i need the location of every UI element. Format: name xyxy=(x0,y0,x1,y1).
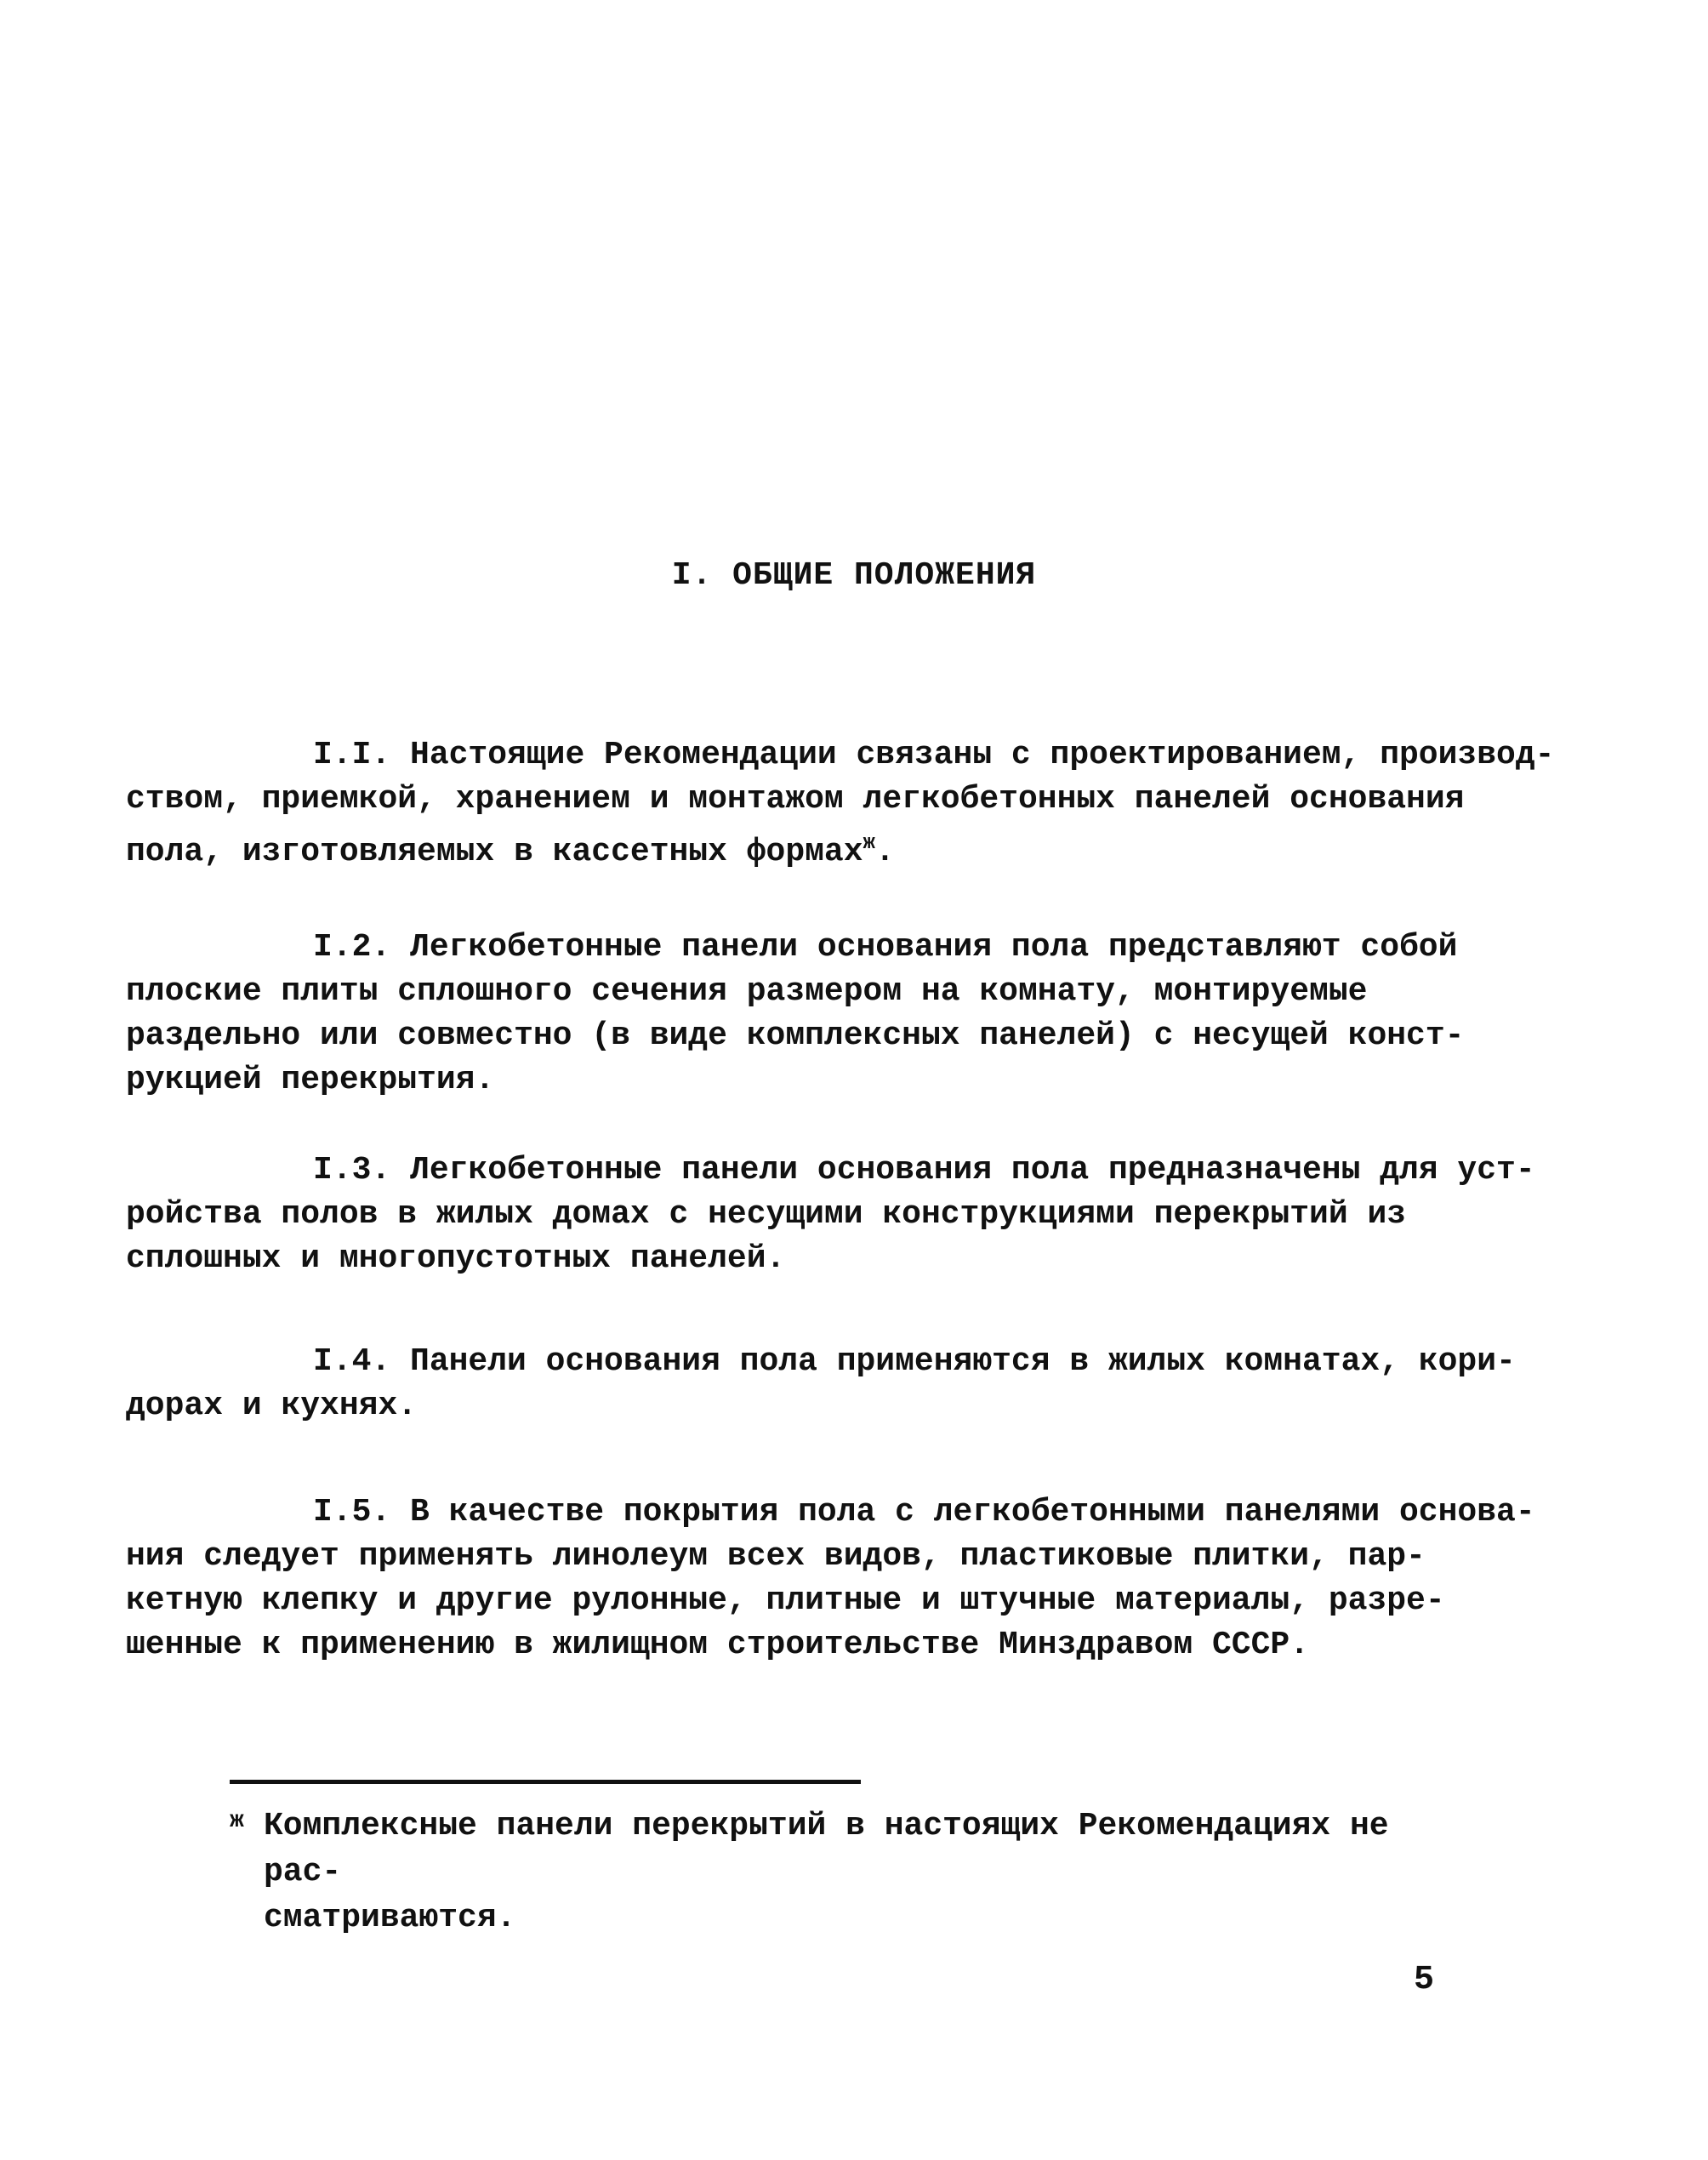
paragraph-line: I.3. Легкобетонные панели основания пола предназначены для уст- xyxy=(313,1152,1535,1188)
paragraph-line: ством, приемкой, хранением и монтажом легкобетонных панелей основания xyxy=(126,781,1465,818)
paragraph-line: раздельно или совместно (в виде комплексных панелей) с несущей конст- xyxy=(126,1017,1465,1054)
section-title: I. ОБЩИЕ ПОЛОЖЕНИЯ xyxy=(671,557,1037,594)
paragraph-1-3 xyxy=(126,1148,1535,1281)
paragraph-1-1 xyxy=(126,733,1555,875)
footnote-line: сматриваются. xyxy=(264,1900,516,1936)
paragraph-line: I.4. Панели основания пола применяются в жилых комнатах, кори- xyxy=(313,1343,1516,1380)
paragraph-1-2 xyxy=(126,926,1495,1103)
paragraph-line: шенные к применению в жилищном строительстве Минздравом СССР. xyxy=(126,1627,1310,1663)
paragraph-1-4 xyxy=(126,1340,1516,1428)
paragraph-line: сплошных и многопустотных панелей. xyxy=(126,1240,786,1277)
paragraph-line: ния следует применять линолеум всех видов, пластиковые плитки, пар- xyxy=(126,1538,1426,1575)
paragraph-line: I.5. В качестве покрытия пола с легкобетонными панелями основа- xyxy=(313,1494,1535,1530)
footnote-mark: ж xyxy=(230,1808,244,1834)
footnote-divider xyxy=(230,1780,861,1784)
footnote xyxy=(230,1804,1455,1941)
sentence-end: . xyxy=(874,834,895,870)
footnote-line: Комплексные панели перекрытий в настоящих Рекомендациях не рас- xyxy=(264,1808,1389,1890)
paragraph-1-5 xyxy=(126,1490,1535,1667)
paragraph-line-with-footnote xyxy=(126,822,1495,875)
paragraph-line: ройства полов в жилых домах с несущими конструкциями перекрытий из xyxy=(126,1196,1407,1233)
footnote-reference-mark: ж xyxy=(863,832,875,855)
paragraph-line: дорах и кухнях. xyxy=(126,1388,418,1424)
paragraph-line: I.2. Легкобетонные панели основания пола представляют собой xyxy=(313,929,1458,966)
page-number: 5 xyxy=(1414,1961,1435,1999)
paragraph-line-text: пола, изготовляемых в кассетных формах xyxy=(126,834,863,870)
paragraph-line: кетную клепку и другие рулонные, плитные и штучные материалы, разре- xyxy=(126,1582,1445,1619)
paragraph-line: плоские плиты сплошного сечения размером на комнату, монтируемые xyxy=(126,973,1368,1010)
paragraph-line: рукцией перекрытия. xyxy=(126,1062,495,1098)
paragraph-line: I.I. Настоящие Рекомендации связаны с проектированием, производ- xyxy=(313,737,1555,773)
